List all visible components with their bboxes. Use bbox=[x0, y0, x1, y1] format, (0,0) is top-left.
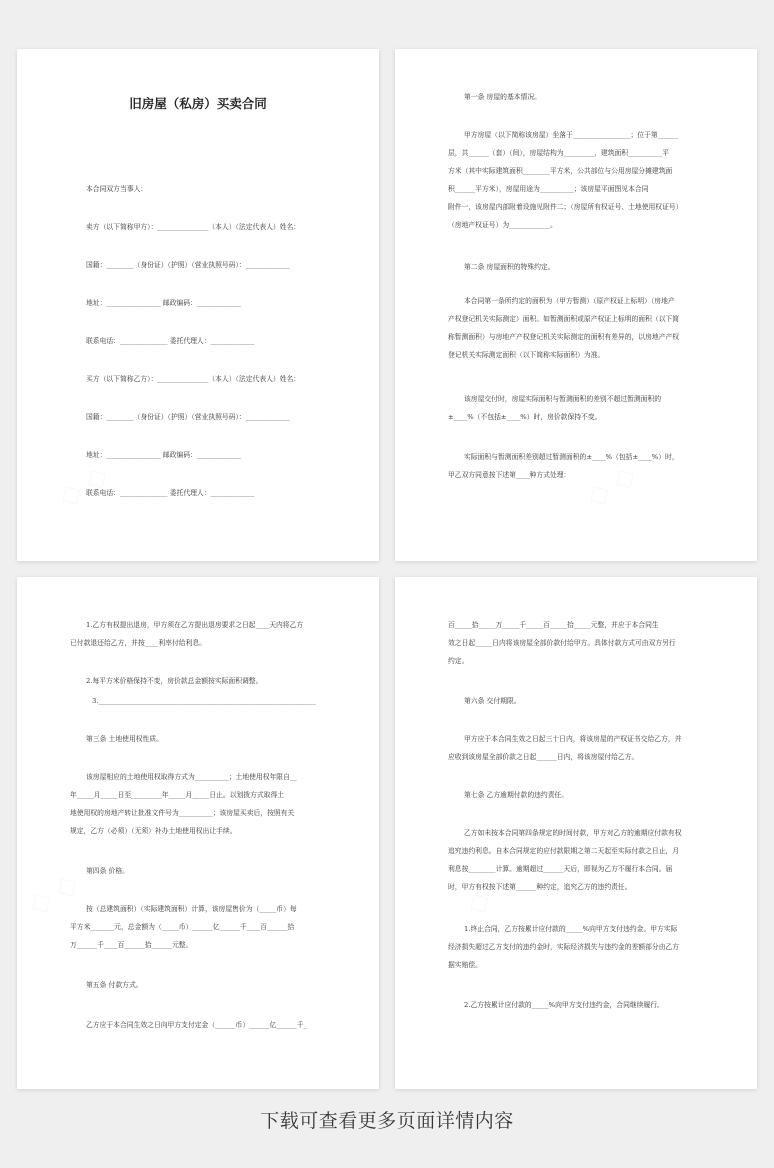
page2-line-7: （房地产权证号）为____________。 bbox=[448, 221, 557, 229]
page3-line-5: 第三条 土地使用权性质。 bbox=[86, 735, 163, 743]
page2-line-4: 方米（其中实际建筑面积________平方米，公共部位与公用房屋分摊建筑面 bbox=[448, 167, 673, 175]
page4-line-12: 1.终止合同，乙方按累计应付款的_____%向甲方支付违约金。甲方实际 bbox=[464, 925, 678, 933]
page1-line-1: 本合同双方当事人： bbox=[86, 185, 148, 193]
page2-line-16: 甲乙双方同意按下述第____种方式处理： bbox=[448, 471, 571, 479]
page1-line-8: 地址：________________ 邮政编码：_____________ bbox=[86, 451, 242, 459]
page3-line-10: 第四条 价格。 bbox=[86, 867, 129, 875]
page1-line-4: 地址：________________ 邮政编码：_____________ bbox=[86, 299, 242, 307]
page4-line-6: 应收到该房屋全部价款之日起______日内，将该房屋付给乙方。 bbox=[448, 753, 639, 761]
page2-line-12: 登记机关实际测定面积（以下简称实际面积）为准。 bbox=[448, 351, 605, 359]
page2-line-1: 第一条 房屋的基本情况。 bbox=[464, 93, 541, 101]
page3-line-4: 3.________________________________________________________________ bbox=[92, 697, 316, 705]
page1-line-7: 国籍：________（身份证）（护照）（营业执照号码）：_____________ bbox=[86, 413, 290, 421]
page2-line-2: 甲方房屋（以下简称该房屋）坐落于_________________；位于第______ bbox=[464, 131, 679, 139]
watermark bbox=[22, 866, 84, 922]
page3-line-2: 已付款退还给乙方，并按____利率付给利息。 bbox=[70, 639, 206, 647]
page3-line-9: 规定，乙方（必须）（无须）补办土地使用权出让手续。 bbox=[70, 827, 237, 835]
contract-page-1 bbox=[17, 49, 379, 561]
page2-line-9: 本合同第一条所约定的面积为（甲方暂测）（原产权证上标明）（房地产 bbox=[464, 297, 675, 305]
page4-line-7: 第七条 乙方逾期付款的违约责任。 bbox=[464, 791, 569, 799]
page2-line-15: 实际面积与暂测面积差别超过暂测面积的±____%（包括±____%）时， bbox=[464, 453, 679, 461]
page3-line-3: 2.每平方米价格保持不变，房价款总金额按实际面积调整。 bbox=[86, 677, 263, 685]
page1-line-6: 买方（以下简称乙方）：_______________（本人）（法定代表人）姓名： bbox=[86, 375, 301, 383]
page3-line-12: 平方米_______元，总金额为（_____币）______亿______千____百______拾 bbox=[70, 923, 295, 931]
page4-line-11: 时，甲方有权按下述第______种约定，追究乙方的违约责任。 bbox=[448, 883, 632, 891]
watermark bbox=[580, 458, 642, 514]
page3-line-6: 该房屋相应的土地使用权取得方式为__________；土地使用权年限自__ bbox=[86, 773, 297, 781]
page3-line-1: 1.乙方有权提出退房，甲方须在乙方提出退房要求之日起____天内将乙方 bbox=[86, 621, 304, 629]
page3-line-11: 按（总建筑面积）（实际建筑面积）计算，该房屋售价为（_____币）每 bbox=[86, 905, 297, 913]
page1-line-5: 联系电话：______________ 委托代理人：_____________ bbox=[86, 337, 255, 345]
contract-title: 旧房屋（私房）买卖合同 bbox=[129, 96, 267, 111]
page2-line-14: ±____%（不包括±____%）时，房价款保持不变。 bbox=[448, 413, 602, 421]
page4-line-13: 经济损失超过乙方支付的违约金时，实际经济损失与违约金的差额部分由乙方 bbox=[448, 943, 680, 951]
contract-page-4 bbox=[395, 577, 757, 1089]
page4-line-5: 甲方应于本合同生效之日起三十日内，将该房屋的产权证书交给乙方，并 bbox=[464, 735, 682, 743]
watermark bbox=[460, 866, 522, 922]
download-more-caption: 下载可查看更多页面详情内容 bbox=[260, 1110, 514, 1132]
page4-line-8: 乙方如未按本合同第四条规定的时间付款，甲方对乙方的逾期应付款有权 bbox=[464, 829, 682, 837]
watermark bbox=[52, 458, 114, 514]
page4-line-3: 约定。 bbox=[448, 657, 469, 665]
page3-line-15: 乙方应于本合同生效之日向甲方支付定金（______币）______亿______千_ bbox=[86, 1021, 307, 1029]
page2-line-13: 该房屋交付时，房屋实际面积与暂测面积的差别不超过暂测面积的 bbox=[464, 395, 662, 403]
page3-line-14: 第五条 付款方式。 bbox=[86, 981, 143, 989]
page2-line-3: 层，共______（套）（间），房屋结构为_________，建筑面积__________平 bbox=[448, 149, 669, 157]
page4-line-14: 据实赔偿。 bbox=[448, 961, 482, 969]
page1-line-2: 卖方（以下简称甲方）：_______________（本人）（法定代表人）姓名： bbox=[86, 223, 301, 231]
page4-line-15: 2.乙方按累计应付款的_____%向甲方支付违约金，合同继续履行。 bbox=[464, 1001, 664, 1009]
page2-line-10: 产权登记机关实际测定）面积。如暂测面积或原产权证上标明的面积（以下简 bbox=[448, 315, 680, 323]
page4-line-9: 追究违约利息。自本合同规定的应付款限期之第二天起至实际付款之日止，月 bbox=[448, 847, 680, 855]
page2-line-11: 称暂测面积）与房地产产权登记机关实际测定的面积有差异的，以房地产产权 bbox=[448, 333, 680, 341]
page3-line-13: 万______千____百______拾______元整。 bbox=[70, 941, 193, 949]
page4-line-4: 第六条 交付期限。 bbox=[464, 697, 521, 705]
page1-line-9: 联系电话：______________ 委托代理人：_____________ bbox=[86, 489, 255, 497]
page3-line-8: 地使用权的房地产转让批准文件号为__________；该房屋买卖后，按照有关 bbox=[70, 809, 295, 817]
page2-line-8: 第二条 房屋面积的特殊约定。 bbox=[464, 263, 555, 271]
contract-page-3 bbox=[17, 577, 379, 1089]
page4-line-10: 利息按________计算。逾期超过______天后，即视为乙方不履行本合同。届 bbox=[448, 865, 673, 873]
page4-line-1: 百_____拾_____万_____千_____百_____拾_____元整，并应于本合同生 bbox=[448, 621, 659, 629]
page4-line-2: 效之日起_____日内将该房屋全部价款付给甲方。具体付款方式可由双方另行 bbox=[448, 639, 676, 647]
page1-line-3: 国籍：________（身份证）（护照）（营业执照号码）：_____________ bbox=[86, 261, 290, 269]
contract-page-2 bbox=[395, 49, 757, 561]
page2-line-5: 积______平方米），房屋用途为__________；该房屋平面图见本合同 bbox=[448, 185, 649, 193]
page3-line-7: 年_____月_____日至_________年_____月_____日止。以划拨方式取得土 bbox=[70, 791, 285, 799]
page2-line-6: 附件一，该房屋内部附着设施见附件二；（房屋所有权证号、土地使用权证号） bbox=[448, 203, 683, 211]
